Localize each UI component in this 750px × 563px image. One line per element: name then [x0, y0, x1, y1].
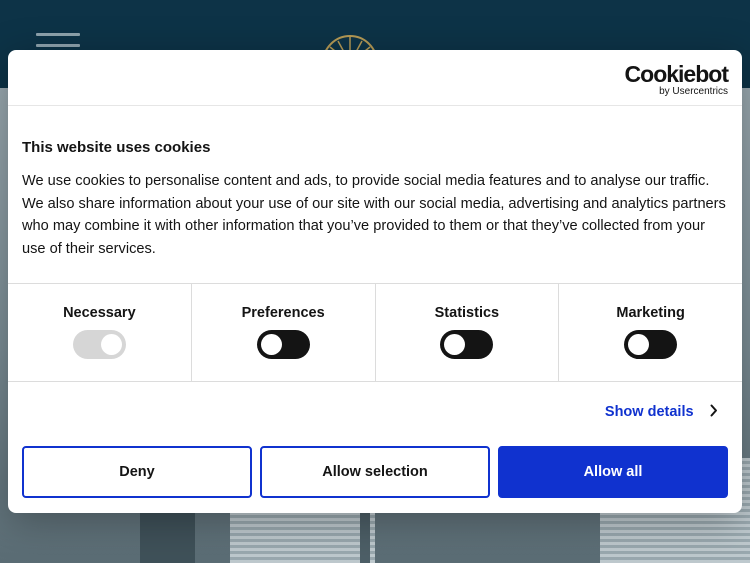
- chevron-right-icon[interactable]: [710, 404, 718, 417]
- allow-selection-button[interactable]: Allow selection: [260, 446, 490, 498]
- preferences-switch[interactable]: [257, 330, 310, 359]
- consent-buttons: [22, 446, 728, 498]
- consent-toggles: [8, 283, 742, 382]
- toggle-marketing: [559, 284, 742, 381]
- brand-sub: by Usercentrics: [659, 86, 728, 97]
- brand-name: Cookiebot: [624, 61, 728, 87]
- toggle-label: Statistics: [434, 305, 500, 321]
- dialog-body-text: We use cookies to personalise content and ads, to provide social media features and to analyse our traffic. We also share information about your use of our site with our social media, advertising and analytics partners who may combine it with other information that you’ve provided to them or that they’ve collected from your use of their services.: [22, 173, 726, 257]
- allow-all-button[interactable]: Allow all: [498, 446, 728, 498]
- toggle-statistics: [376, 284, 560, 381]
- dialog-header: [8, 50, 742, 106]
- show-details-row: [605, 403, 718, 421]
- cookie-consent-dialog: [8, 50, 742, 513]
- necessary-switch: [73, 330, 126, 359]
- toggle-necessary: [8, 284, 192, 381]
- cookiebot-logo[interactable]: [625, 63, 728, 98]
- toggle-label: Necessary: [63, 305, 136, 321]
- deny-button[interactable]: Deny: [22, 446, 252, 498]
- toggle-label: Preferences: [241, 305, 325, 321]
- dialog-title: This website uses cookies: [22, 139, 211, 156]
- toggle-label: Marketing: [616, 305, 685, 321]
- marketing-switch[interactable]: [624, 330, 677, 359]
- show-details-link[interactable]: Show details: [604, 404, 694, 420]
- toggle-preferences: [192, 284, 376, 381]
- statistics-switch[interactable]: [440, 330, 493, 359]
